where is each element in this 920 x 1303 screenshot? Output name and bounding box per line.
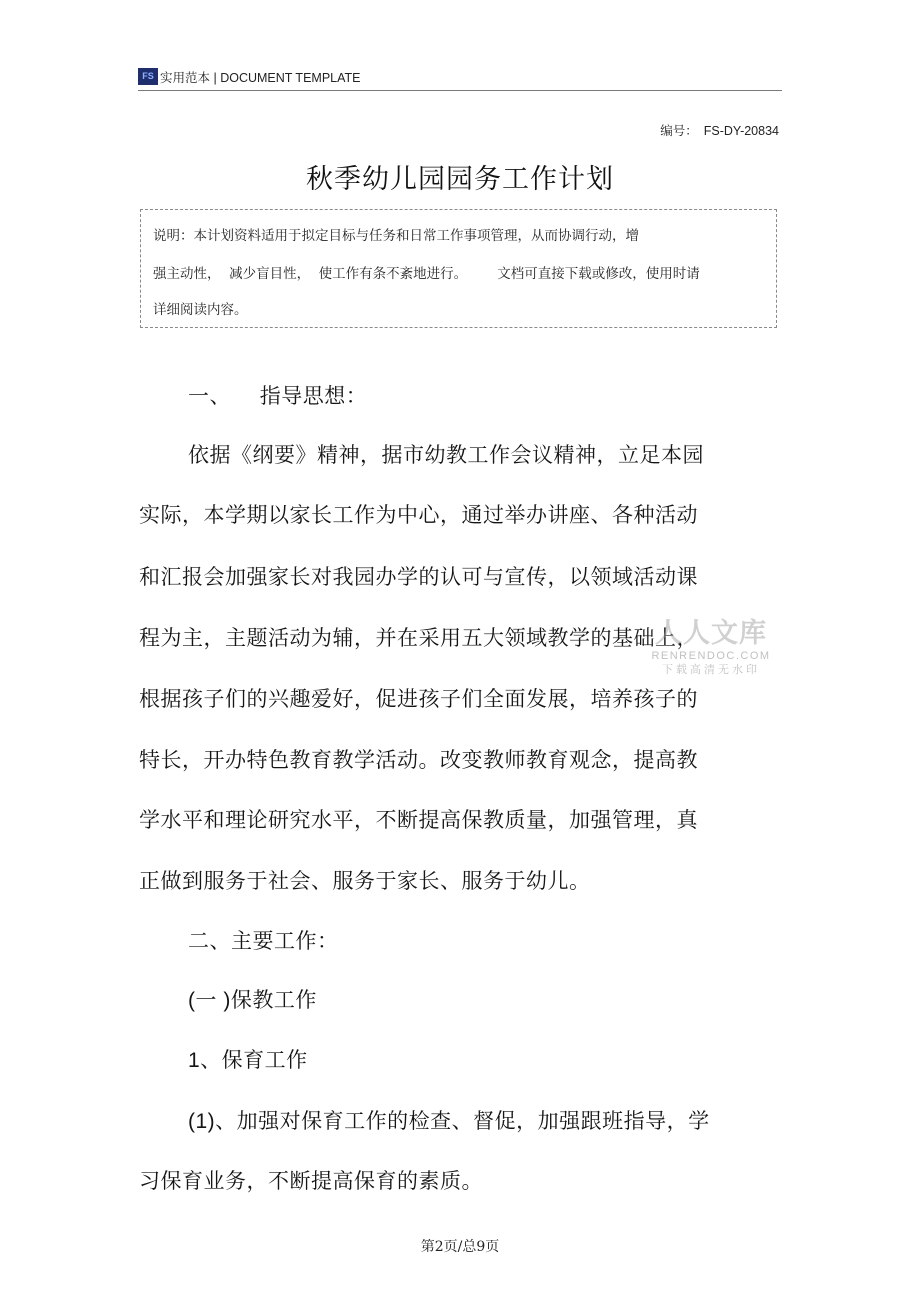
- paragraph-line: 正做到服务于社会、服务于家长、服务于幼儿。: [139, 869, 591, 893]
- section-heading: 一、 指导思想：: [188, 384, 368, 408]
- description-box: [140, 209, 777, 328]
- paragraph-line: 特长，开办特色教育教学活动。改变教师教育观念，提高教: [139, 748, 698, 772]
- description-line: 强主动性， 减少盲目性， 使工作有条不紊地进行。 文档可直接下载或修改，使用时请: [153, 266, 700, 282]
- paragraph-line: 程为主，主题活动为辅，并在采用五大领域教学的基础上，: [139, 626, 698, 650]
- paragraph-line: 习保育业务，不断提高保育的素质。: [139, 1169, 483, 1193]
- page-indicator: 第2页/总9页: [420, 1239, 500, 1255]
- paragraph-line: 依据《纲要》精神，据市幼教工作会议精神，立足本园: [188, 443, 704, 467]
- document-number: [660, 121, 779, 139]
- subsection-heading: (一 )保教工作: [188, 989, 317, 1012]
- document-number-value: FS-DY-20834: [703, 124, 779, 138]
- paragraph-line: 和汇报会加强家长对我园办学的认可与宣传，以领域活动课: [139, 565, 698, 589]
- watermark: [646, 619, 776, 685]
- paragraph-line: 实际，本学期以家长工作为中心，通过举办讲座、各种活动: [139, 503, 698, 527]
- document-number-label: 编号：: [660, 123, 698, 138]
- paragraph-line: (1)、加强对保育工作的检查、督促，加强跟班指导，学: [188, 1110, 710, 1133]
- header-title: 实用范本 | DOCUMENT TEMPLATE: [160, 71, 361, 85]
- description-line: 详细阅读内容。: [153, 302, 248, 318]
- subsection-heading: 1、保育工作: [188, 1049, 308, 1072]
- document-title: 秋季幼儿园园务工作计划: [306, 164, 614, 195]
- watermark-url: RENRENDOC.COM: [651, 650, 771, 662]
- section-heading: 二、主要工作：: [188, 929, 339, 953]
- watermark-brand: 人人文库: [655, 618, 767, 649]
- template-logo: FS: [138, 68, 158, 85]
- description-line: 说明：本计划资料适用于拟定目标与任务和日常工作事项管理，从而协调行动，增: [153, 228, 639, 244]
- paragraph-line: 根据孩子们的兴趣爱好，促进孩子们全面发展，培养孩子的: [139, 687, 698, 711]
- watermark-tagline: 下载高清无水印: [662, 663, 760, 676]
- document-header: [138, 66, 782, 91]
- paragraph-line: 学水平和理论研究水平，不断提高保教质量，加强管理，真: [139, 808, 698, 832]
